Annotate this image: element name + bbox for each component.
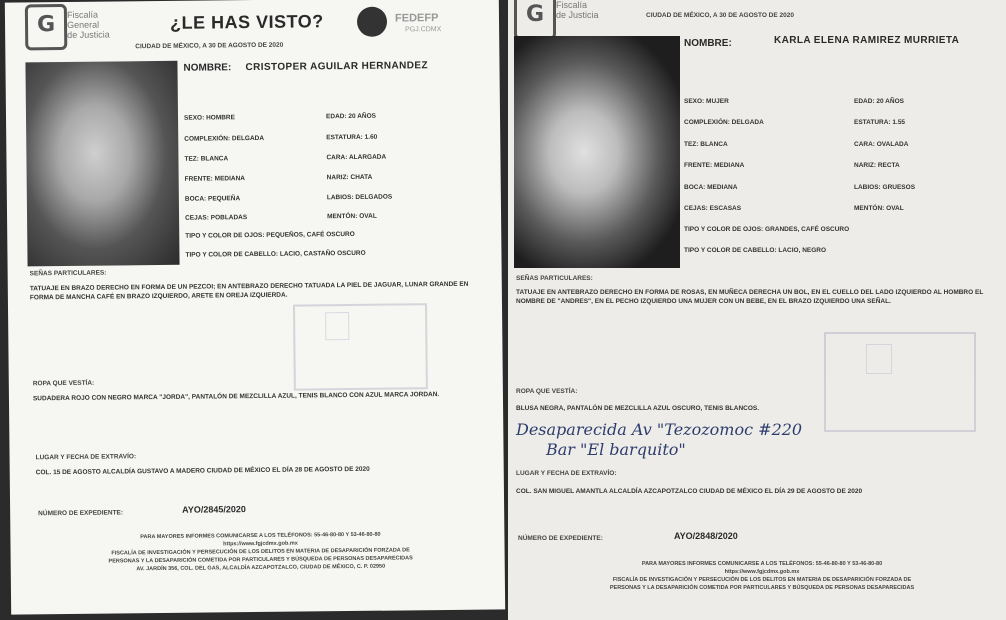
field-estatura: ESTATURA: 1.55 bbox=[854, 119, 906, 126]
field-nariz: NARIZ: CHATA bbox=[326, 173, 373, 182]
ropa-label: ROPA QUE VESTÍA: bbox=[32, 379, 95, 388]
missing-person-photo bbox=[25, 61, 179, 267]
org-name bbox=[556, 0, 599, 20]
field-cabello: TIPO Y COLOR DE CABELLO: LACIO, CASTAÑO OSCURO bbox=[185, 249, 366, 259]
org-line-2: de Justicia bbox=[556, 10, 599, 20]
ropa-label: ROPA QUE VESTÍA: bbox=[516, 388, 578, 395]
person-name: KARLA ELENA RAMIREZ MURRIETA bbox=[774, 35, 960, 46]
name-label: NOMBRE: bbox=[183, 62, 232, 74]
expediente-number: AYO/2848/2020 bbox=[674, 531, 738, 541]
field-labios: LABIOS: DELGADOS bbox=[326, 193, 393, 202]
footer-phones: PARA MAYORES INFORMES COMUNICARSE A LOS TELÉFONOS: 55-46-80-80 Y 53-46-80-80 bbox=[140, 531, 381, 541]
footer-phones: PARA MAYORES INFORMES COMUNICARSE A LOS TELÉFONOS: 55-46-80-80 Y 53-46-80-80 bbox=[641, 561, 883, 567]
field-frente: FRENTE: MEDIANA bbox=[184, 175, 246, 183]
footer-url: https://www.fgjcdmx.gob.mx bbox=[724, 569, 800, 575]
field-ojos: TIPO Y COLOR DE OJOS: GRANDES, CAFÉ OSCURO bbox=[684, 226, 850, 233]
field-nariz: NARIZ: RECTA bbox=[854, 162, 900, 169]
name-label: NOMBRE: bbox=[684, 38, 732, 49]
field-complexion: COMPLEXIÓN: DELGADA bbox=[684, 119, 764, 126]
field-tez: TEZ: BLANCA bbox=[684, 141, 728, 148]
footer-office-2: PERSONAS Y LA DESAPARICIÓN COMETIDA POR PARTICULARES Y BÚSQUEDA DE PERSONAS DESAPARECIDAS bbox=[609, 585, 915, 591]
fedefp-text: FEDEFP bbox=[394, 12, 439, 25]
flyer-right bbox=[508, 0, 1006, 620]
cdmx-logo: G bbox=[25, 4, 67, 50]
fedefp-logo bbox=[357, 7, 387, 37]
field-edad: EDAD: 20 AÑOS bbox=[854, 98, 904, 105]
official-stamp bbox=[824, 332, 976, 432]
senas-text: TATUAJE EN ANTEBRAZO DERECHO EN FORMA DE ROSAS, EN MUÑECA DERECHA UN BOL, EN EL CUELLO DEL LADO IZQUIERDO AL HOMBRO EL NOMBRE DE "ANDRES", EN EL PECHO IZQUIERDO UNA MUJER CON UN BEBE, EN EL BRAZO IZQUIERDO UNA SEÑAL. bbox=[516, 289, 984, 305]
footer bbox=[50, 530, 470, 574]
person-name: CRISTOPER AGUILAR HERNANDEZ bbox=[245, 60, 429, 74]
field-labios: LABIOS: GRUESOS bbox=[854, 184, 916, 191]
field-tez: TEZ: BLANCA bbox=[184, 155, 229, 163]
field-complexion: COMPLEXIÓN: DELGADA bbox=[184, 134, 265, 143]
field-cejas: CEJAS: POBLADAS bbox=[185, 214, 248, 222]
field-ojos: TIPO Y COLOR DE OJOS: PEQUEÑOS, CAFÉ OSCURO bbox=[185, 230, 355, 240]
senas-text: TATUAJE EN BRAZO DERECHO EN FORMA DE UN PEZCOI; EN ANTEBRAZO DERECHO TATUADA LA PIEL DE JAGUAR, LUNAR GRANDE EN FORMA DE MANCHA CAFÉ EN BRAZO IZQUIERDO, ARETE EN OREJA IZQUIERDA. bbox=[29, 280, 469, 302]
org-line-2: General bbox=[66, 19, 100, 30]
org-name bbox=[67, 10, 110, 40]
senas-label: SEÑAS PARTICULARES: bbox=[516, 275, 593, 282]
lugar-label: LUGAR Y FECHA DE EXTRAVÍO: bbox=[35, 453, 137, 462]
missing-person-photo bbox=[514, 36, 680, 268]
field-menton: MENTÓN: OVAL bbox=[854, 205, 904, 212]
fedefp-emblem-icon bbox=[357, 7, 387, 37]
ropa-text: BLUSA NEGRA, PANTALÓN DE MEZCLILLA AZUL OSCURO, TENIS BLANCOS. bbox=[516, 405, 760, 412]
field-sexo: SEXO: HOMBRE bbox=[183, 114, 235, 122]
field-cara: CARA: OVALADA bbox=[854, 141, 909, 148]
official-stamp bbox=[293, 303, 428, 390]
footer bbox=[542, 560, 982, 592]
footer-office-1: FISCALÍA DE INVESTIGACIÓN Y PERSECUCIÓN DE LOS DELITOS EN MATERIA DE DESAPARICIÓN FORZADA DE bbox=[612, 577, 912, 583]
org-line-3: de Justicia bbox=[67, 29, 110, 40]
field-sexo: SEXO: MUJER bbox=[684, 98, 729, 105]
stamp-emblem-icon bbox=[325, 312, 349, 340]
cdmx-logo: G bbox=[514, 0, 556, 40]
field-cabello: TIPO Y COLOR DE CABELLO: LACIO, NEGRO bbox=[684, 247, 827, 254]
dateline: CIUDAD DE MÉXICO, A 30 DE AGOSTO DE 2020 bbox=[135, 41, 284, 51]
ropa-text: SUDADERA ROJO CON NEGRO MARCA "JORDA", PANTALÓN DE MEZCLILLA AZUL, TENIS BLANCO CON AZUL MARCA JORDAN. bbox=[32, 391, 440, 403]
field-boca: BOCA: MEDIANA bbox=[684, 184, 738, 191]
flyer-left bbox=[5, 0, 505, 615]
field-cara: CARA: ALARGADA bbox=[326, 153, 387, 162]
dateline: CIUDAD DE MÉXICO, A 30 DE AGOSTO DE 2020 bbox=[646, 12, 794, 19]
field-cejas: CEJAS: ESCASAS bbox=[684, 205, 742, 212]
field-edad: EDAD: 20 AÑOS bbox=[325, 112, 377, 121]
expediente-number: AYO/2845/2020 bbox=[182, 504, 246, 515]
field-estatura: ESTATURA: 1.60 bbox=[326, 133, 378, 142]
fedefp-subtext: PGJ.CDMX bbox=[405, 26, 442, 34]
senas-label: SEÑAS PARTICULARES: bbox=[29, 269, 107, 278]
footer-address: AV. JARDÍN 356, COL. DEL GAS, ALCALDÍA AZCAPOTZALCO, CIUDAD DE MÉXICO, C. P. 02950 bbox=[136, 563, 386, 573]
stamp-emblem-icon bbox=[866, 344, 892, 374]
footer-office-1: FISCALÍA DE INVESTIGACIÓN Y PERSECUCIÓN DE LOS DELITOS EN MATERIA DE DESAPARICIÓN FORZADA DE bbox=[111, 547, 410, 557]
handwritten-note-line-1: Desaparecida Av "Tezozomoc #220 bbox=[516, 420, 803, 439]
headline: ¿LE HAS VISTO? bbox=[169, 11, 324, 33]
lugar-text: COL. 15 DE AGOSTO ALCALDÍA GUSTAVO A MADERO CIUDAD DE MÉXICO EL DÍA 28 DE AGOSTO DE 2020 bbox=[35, 465, 370, 477]
expediente-label: NÚMERO DE EXPEDIENTE: bbox=[38, 509, 124, 518]
field-frente: FRENTE: MEDIANA bbox=[684, 162, 745, 169]
field-menton: MENTÓN: OVAL bbox=[327, 212, 377, 221]
field-boca: BOCA: PEQUEÑA bbox=[184, 195, 241, 203]
handwritten-note-line-2: Bar "El barquito" bbox=[546, 440, 686, 459]
expediente-label: NÚMERO DE EXPEDIENTE: bbox=[518, 535, 603, 542]
org-line-1: Fiscalía bbox=[66, 9, 99, 20]
org-line-1: Fiscalía bbox=[556, 0, 588, 10]
footer-office-2: PERSONAS Y LA DESAPARICIÓN COMETIDA POR PARTICULARES Y BÚSQUEDA DE PERSONAS DESAPARECIDAS bbox=[108, 555, 413, 565]
lugar-text: COL. SAN MIGUEL AMANTLA ALCALDÍA AZCAPOTZALCO CIUDAD DE MÉXICO EL DÍA 29 DE AGOSTO DE 2020 bbox=[516, 488, 863, 495]
footer-url: https://www.fgjcdmx.gob.mx bbox=[223, 540, 298, 548]
lugar-label: LUGAR Y FECHA DE EXTRAVÍO: bbox=[516, 470, 617, 477]
